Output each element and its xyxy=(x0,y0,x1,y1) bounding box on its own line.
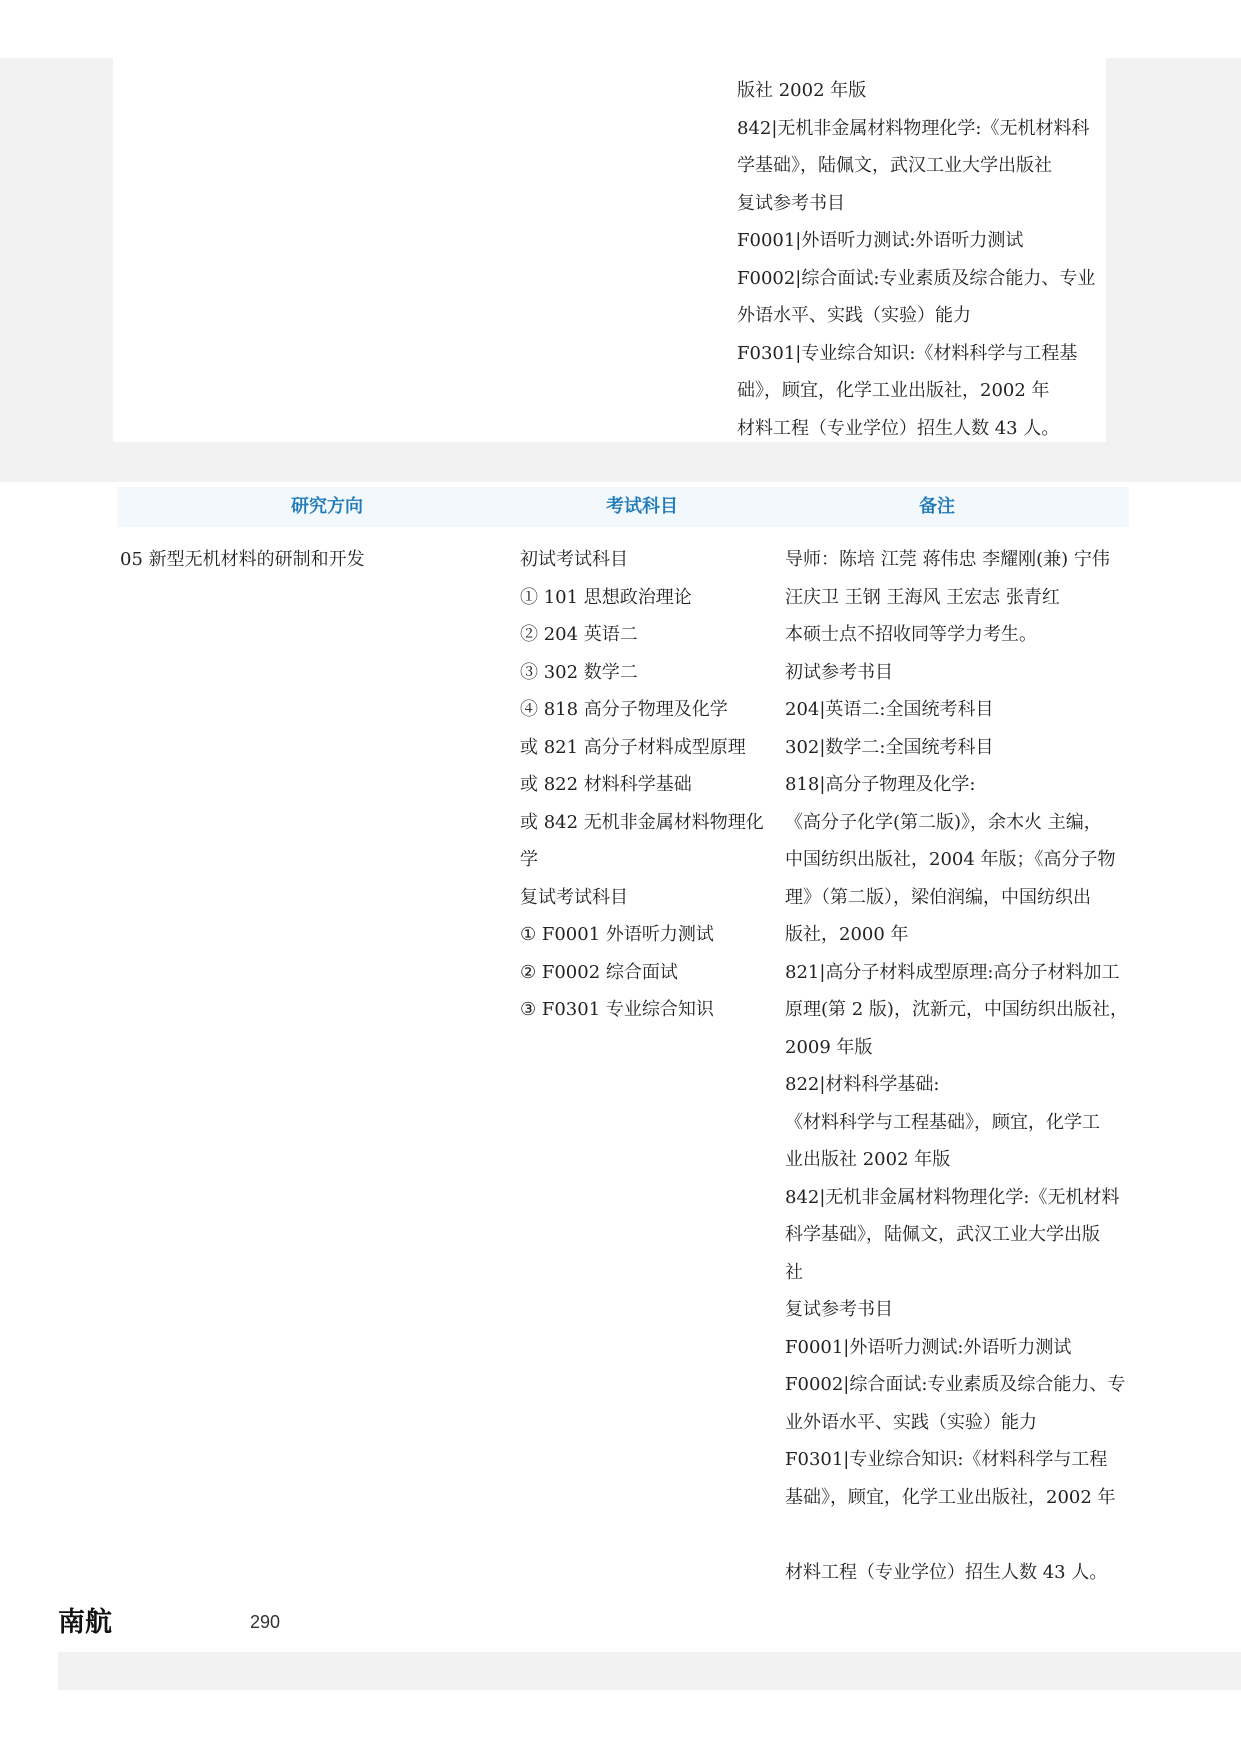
note-line: 业外语水平、实践（实验）能力 xyxy=(785,1411,1037,1433)
note-line: 2009 年版 xyxy=(785,1036,873,1058)
top-note-line: 材料工程（专业学位）招生人数 43 人。 xyxy=(737,417,1060,439)
note-line: 复试参考书目 xyxy=(785,1299,893,1320)
footer-brand: 南航 xyxy=(58,1607,112,1638)
bottom-gray-band xyxy=(58,1652,1241,1690)
note-line: 842|无机非金属材料物理化学:《无机材料 xyxy=(785,1186,1120,1208)
top-note-line: 复试参考书目 xyxy=(737,192,845,214)
exam-line: ③ F0301 专业综合知识 xyxy=(520,999,714,1020)
top-note-line: 版社 2002 年版 xyxy=(737,80,867,101)
exam-line: ① 101 思想政治理论 xyxy=(520,586,692,608)
note-line: 204|英语二:全国统考科目 xyxy=(785,699,994,720)
exam-line: 初试考试科目 xyxy=(520,549,628,570)
note-line: 版社，2000 年 xyxy=(785,924,909,945)
header-notes: 备注 xyxy=(919,496,955,517)
table-header-row xyxy=(117,487,1129,527)
top-note-line: 外语水平、实践（实验）能力 xyxy=(737,305,971,326)
exam-line: 复试考试科目 xyxy=(520,886,628,908)
note-line: F0001|外语听力测试:外语听力测试 xyxy=(785,1336,1072,1358)
note-line: 302|数学二:全国统考科目 xyxy=(785,736,994,758)
note-line: 业出版社 2002 年版 xyxy=(785,1149,951,1170)
note-line: 821|高分子材料成型原理:高分子材料加工 xyxy=(785,961,1120,983)
top-note-line: 842|无机非金属材料物理化学:《无机材料科 xyxy=(737,117,1090,139)
exam-line: ② F0002 综合面试 xyxy=(520,961,678,983)
note-line: F0002|综合面试:专业素质及综合能力、专 xyxy=(785,1374,1126,1395)
note-spacer xyxy=(785,1516,1130,1554)
research-direction-cell: 05 新型无机材料的研制和开发 xyxy=(120,549,365,570)
note-line: 社 xyxy=(785,1261,803,1283)
note-line: 科学基础》，陆佩文，武汉工业大学出版 xyxy=(785,1224,1100,1245)
note-line: 理》（第二版），梁伯润编，中国纺织出 xyxy=(785,886,1091,908)
top-note-line: F0001|外语听力测试:外语听力测试 xyxy=(737,230,1024,251)
note-line: 中国纺织出版社，2004 年版；《高分子物 xyxy=(785,849,1116,870)
exam-line: 或 822 材料科学基础 xyxy=(520,774,692,795)
note-line: 汪庆卫 王钢 王海风 王宏志 张青红 xyxy=(785,586,1060,608)
note-line: 初试参考书目 xyxy=(785,661,893,683)
exam-line: 或 821 高分子材料成型原理 xyxy=(520,736,746,758)
note-line: 导师：陈培 江莞 蒋伟忠 李耀刚(兼) 宁伟 xyxy=(785,549,1110,570)
note-line: 818|高分子物理及化学: xyxy=(785,774,976,795)
top-note-line: F0301|专业综合知识:《材料科学与工程基 xyxy=(737,342,1078,364)
note-line: 822|材料科学基础: xyxy=(785,1074,940,1095)
top-note-line: 础》，顾宜，化学工业出版社，2002 年 xyxy=(737,380,1050,401)
exam-line: ④ 818 高分子物理及化学 xyxy=(520,699,728,720)
note-line: 基础》，顾宜，化学工业出版社，2002 年 xyxy=(785,1486,1116,1508)
page-number: 290 xyxy=(250,1612,281,1632)
note-line: 《高分子化学(第二版)》，余木火 主编， xyxy=(785,811,1102,833)
note-line: 《材料科学与工程基础》，顾宜，化学工 xyxy=(785,1111,1100,1133)
note-line: 本硕士点不招收同等学力考生。 xyxy=(785,624,1037,645)
exam-line: 或 842 无机非金属材料物理化 xyxy=(520,811,764,833)
top-notes-continuation xyxy=(737,72,1107,447)
note-line: F0301|专业综合知识:《材料科学与工程 xyxy=(785,1449,1108,1470)
header-research-direction: 研究方向 xyxy=(291,496,363,517)
header-exam-subjects: 考试科目 xyxy=(606,496,678,517)
notes-cell xyxy=(785,541,1130,1591)
exam-line: ③ 302 数学二 xyxy=(520,661,638,683)
exam-line: 学 xyxy=(520,849,538,870)
top-note-line: 学基础》，陆佩文，武汉工业大学出版社 xyxy=(737,155,1052,176)
note-line: 材料工程（专业学位）招生人数 43 人。 xyxy=(785,1561,1108,1583)
top-note-line: F0002|综合面试:专业素质及综合能力、专业 xyxy=(737,267,1096,289)
exam-line: ① F0001 外语听力测试 xyxy=(520,924,714,945)
exam-subjects-cell xyxy=(520,541,782,1029)
note-line: 原理(第 2 版)，沈新元，中国纺织出版社， xyxy=(785,999,1128,1020)
exam-line: ② 204 英语二 xyxy=(520,624,638,645)
